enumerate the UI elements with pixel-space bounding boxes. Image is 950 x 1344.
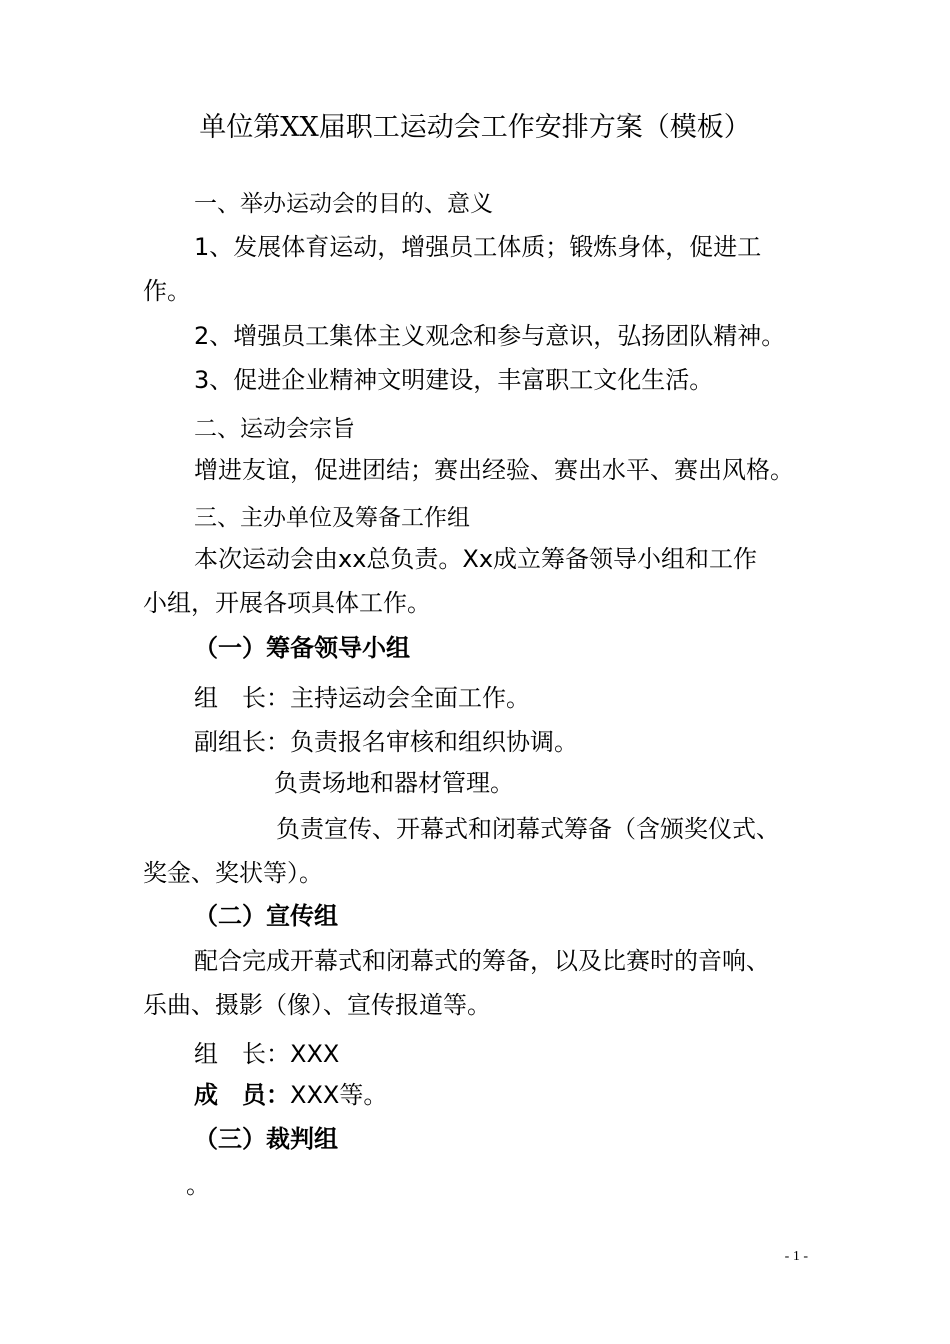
group-2-heading: （二）宣传组	[194, 902, 338, 930]
section-1-item-1-line-2: 作。	[143, 277, 191, 305]
group-1-duty-2-line-2: 奖金、奖状等）。	[143, 859, 323, 887]
section-1-heading: 一、举办运动会的目的、意义	[194, 191, 493, 217]
document-title: 单位第XX届职工运动会工作安排方案（模板）	[199, 112, 751, 143]
section-1-item-1-line-1: 1、发展体育运动，增强员工体质；锻炼身体，促进工	[194, 233, 762, 261]
group-3-text: 。	[186, 1171, 210, 1199]
group-2-members-label: 成 员：	[194, 1081, 290, 1109]
group-1-duty-2-line-1: 负责宣传、开幕式和闭幕式筹备（含颁奖仪式、	[276, 815, 780, 843]
section-1-item-3: 3、促进企业精神文明建设，丰富职工文化生活。	[194, 366, 714, 394]
group-3-heading: （三）裁判组	[194, 1125, 338, 1153]
group-2-text-line-1: 配合完成开幕式和闭幕式的筹备，以及比赛时的音响、	[194, 947, 770, 975]
section-2-heading: 二、运动会宗旨	[194, 416, 355, 442]
group-1-duty-1: 负责场地和器材管理。	[274, 769, 514, 797]
group-2-leader: 组 长：XXX	[194, 1040, 340, 1068]
group-2-members	[194, 1077, 387, 1113]
group-2-text-line-2: 乐曲、摄影（像）、宣传报道等。	[143, 991, 491, 1019]
group-1-heading: （一）筹备领导小组	[194, 634, 410, 662]
section-2-text: 增进友谊，促进团结；赛出经验、赛出水平、赛出风格。	[194, 456, 794, 484]
page-number: - 1 -	[784, 1249, 808, 1264]
section-1-item-2: 2、增强员工集体主义观念和参与意识，弘扬团队精神。	[194, 322, 786, 350]
section-3-text-line-1: 本次运动会由xx总负责。Xx成立筹备领导小组和工作	[194, 545, 758, 573]
group-1-deputy: 副组长：负责报名审核和组织协调。	[194, 728, 578, 756]
group-2-members-value: XXX等。	[290, 1081, 388, 1109]
group-1-leader: 组 长：主持运动会全面工作。	[194, 684, 530, 712]
section-3-heading: 三、主办单位及筹备工作组	[194, 505, 470, 531]
section-3-text-line-2: 小组，开展各项具体工作。	[143, 589, 431, 617]
